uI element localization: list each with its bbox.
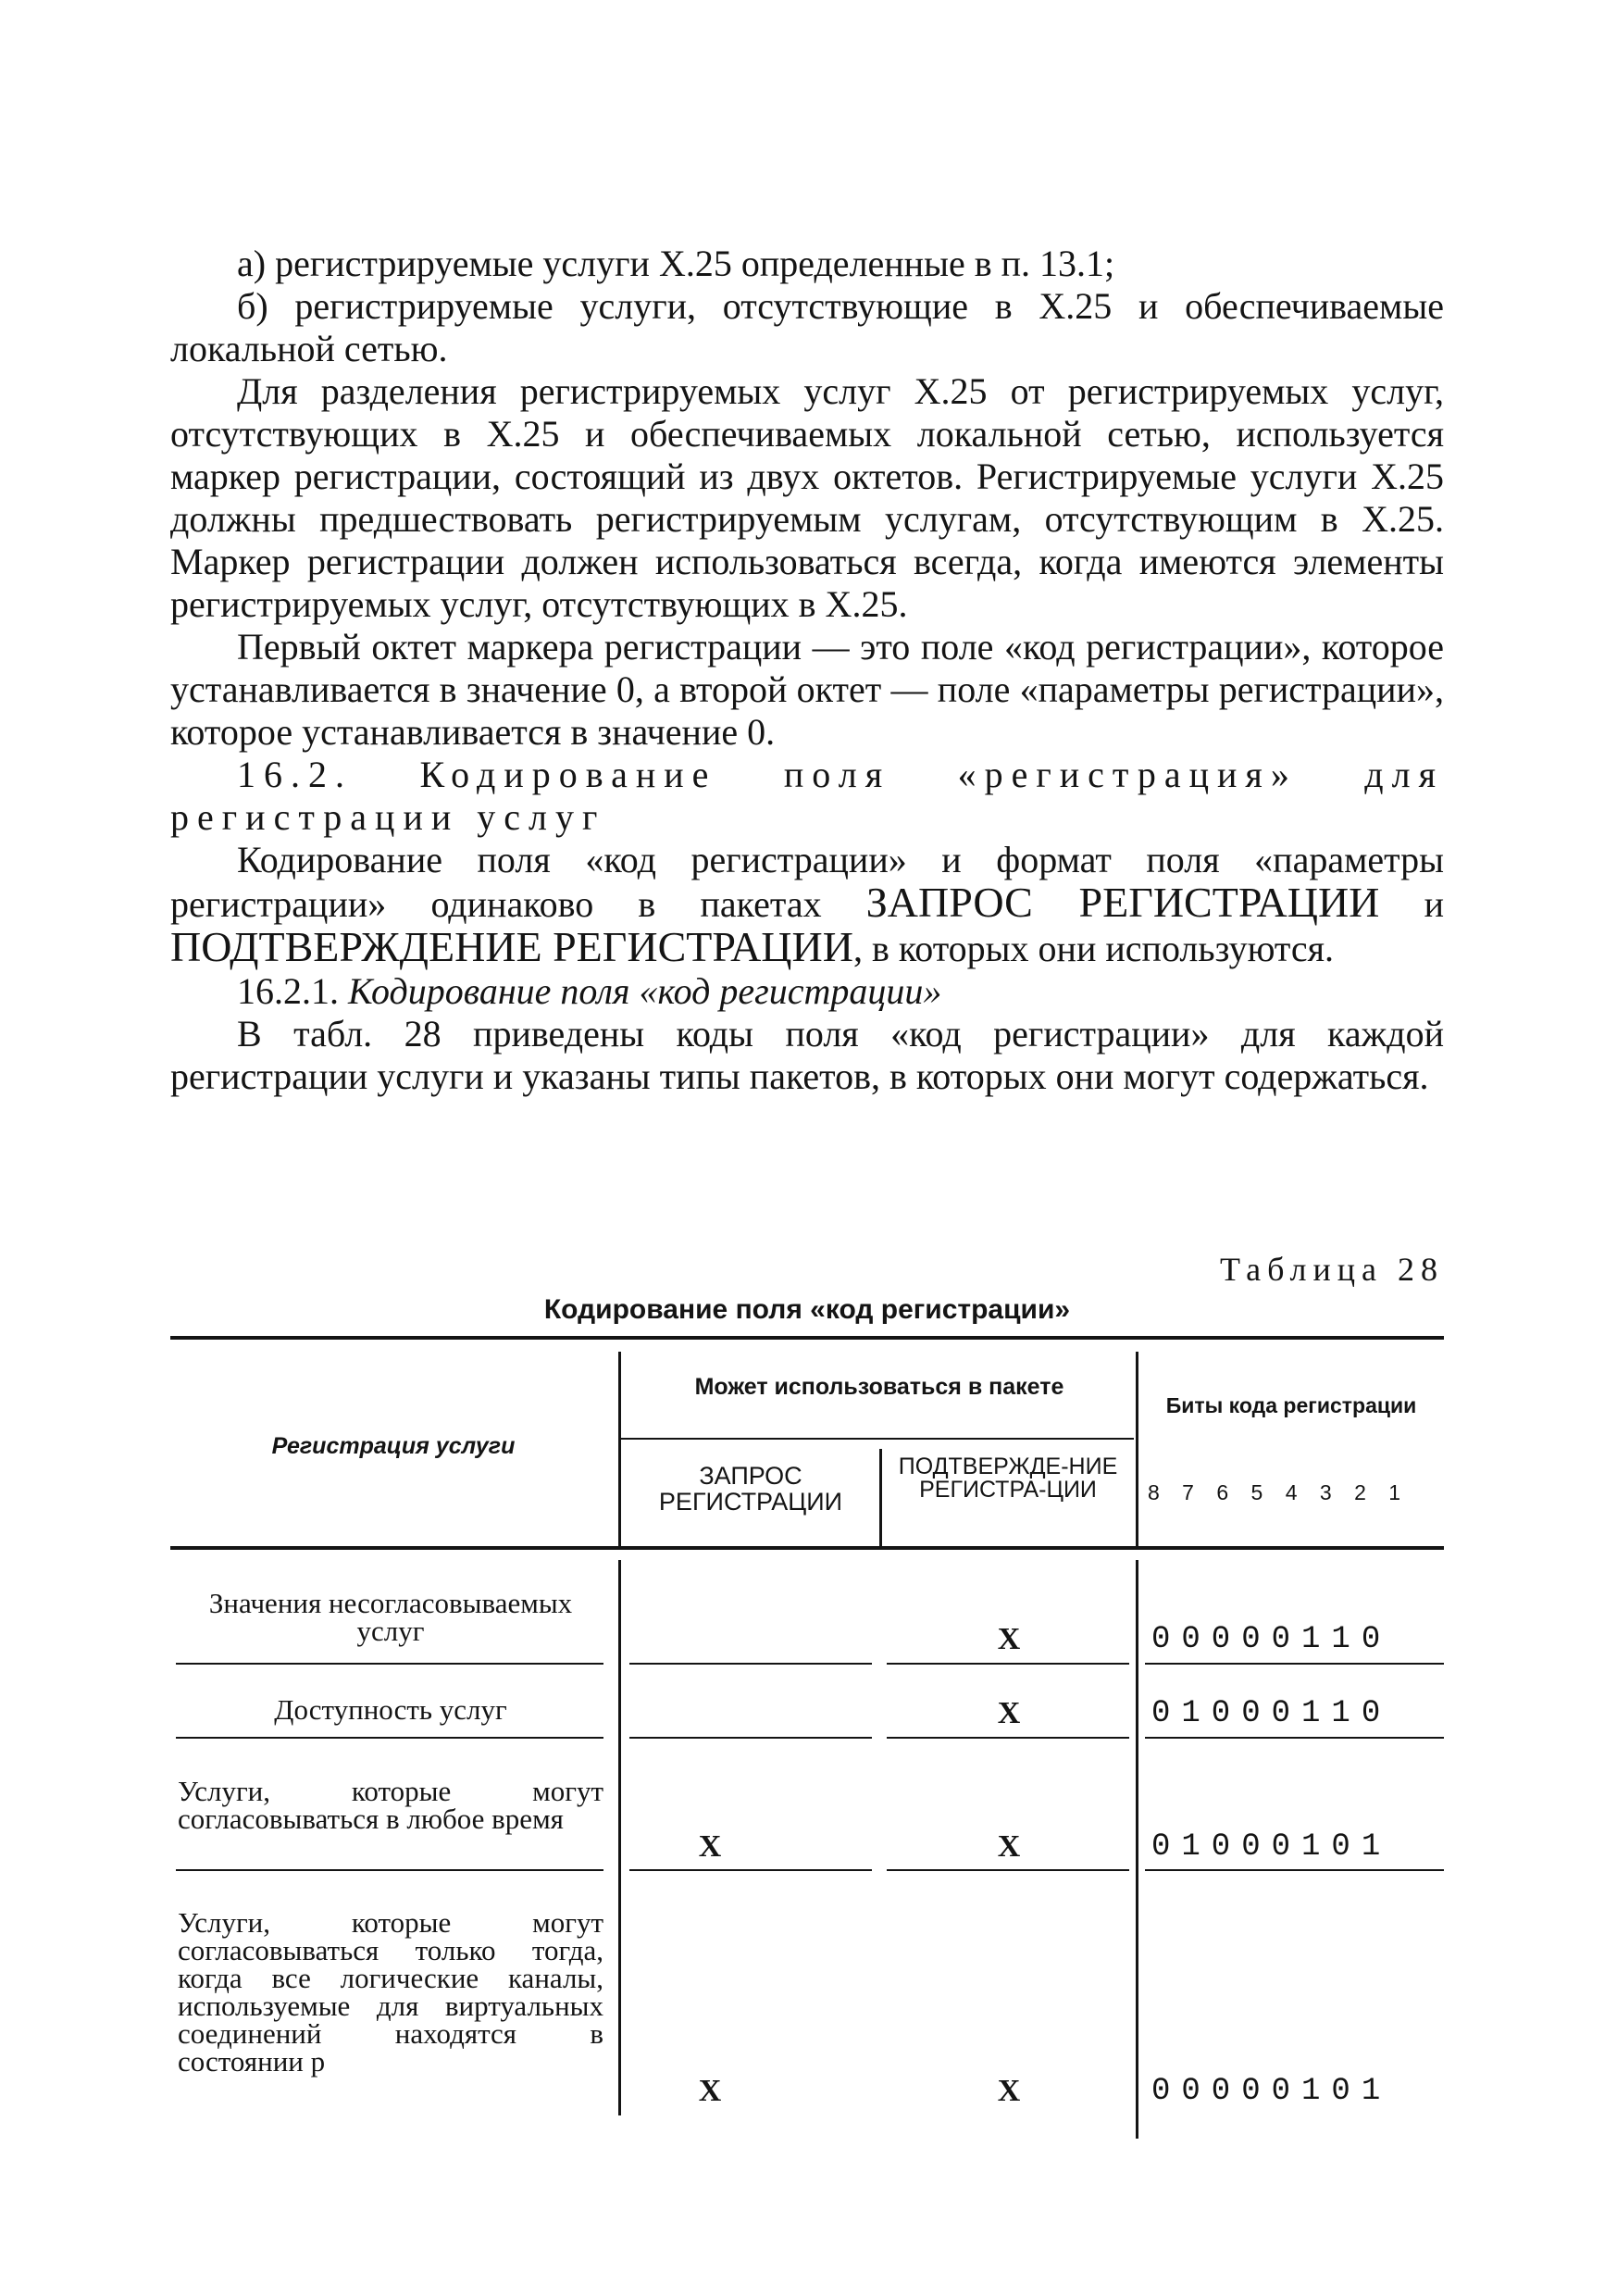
table-cell-bits: 00000110 — [1151, 1622, 1392, 1657]
table-cell-bits: 00000101 — [1151, 2074, 1392, 2109]
row-underline — [176, 1737, 603, 1739]
row-underline — [176, 1663, 603, 1665]
table-number: Таблица 28 — [1220, 1251, 1444, 1288]
row-underline — [1145, 1737, 1444, 1739]
header-mid-rule — [620, 1438, 1134, 1440]
table-row-label: Услуги, которые могут согласовываться в любое время — [178, 1775, 603, 1835]
packet-name-confirm: ПОДТВЕРЖДЕНИЕ РЕГИСТРАЦИИ — [170, 923, 853, 970]
subsection-title: Кодирование поля «код регистрации» — [348, 970, 942, 1012]
table-cell-request: Х — [698, 2074, 722, 2108]
header-bit-numbers: 8 7 6 5 4 3 2 1 — [1148, 1480, 1405, 1504]
packet-name-request: ЗАПРОС РЕГИСТРАЦИИ — [865, 879, 1380, 926]
row-underline — [629, 1663, 872, 1665]
table-cell-bits: 01000101 — [1151, 1829, 1392, 1865]
table-cell-confirm: Х — [997, 1622, 1021, 1656]
row-underline — [176, 1869, 603, 1871]
column-divider-1 — [618, 1352, 621, 1546]
header-packet-group: Может использоваться в пакете — [694, 1374, 1064, 1400]
row-underline — [629, 1869, 872, 1871]
header-request: ЗАПРОС РЕГИСТРАЦИИ — [658, 1462, 843, 1516]
table-row-label: Доступность услуг — [274, 1693, 507, 1726]
paragraph-table-intro: В табл. 28 приведены коды поля «код регистрации» для каждой регистрации услуги и указаны типы пакетов, в которых они могут содержаться. — [170, 1013, 1444, 1097]
table-cell-confirm: Х — [997, 1696, 1021, 1730]
row-underline — [887, 1869, 1129, 1871]
coding-text-1: Кодирование поля «код регистрации» и формат поля «параметры регистрации» одинаково в пакетах — [170, 839, 1444, 925]
header-bottom-rule — [170, 1546, 1444, 1550]
column-divider-3 — [1136, 1352, 1138, 1546]
row-underline — [887, 1663, 1129, 1665]
list-item-a: а) регистрируемые услуги Х.25 определенные в п. 13.1; — [237, 243, 1115, 284]
table-cell-confirm: Х — [997, 2074, 1021, 2108]
subsection-number: 16.2.1. — [237, 970, 339, 1012]
table-row-label: Услуги, которые могут согласовываться только тогда, когда все логические каналы, используемые для виртуальных соединений находятся в состоянии р — [178, 1906, 603, 2078]
header-confirm: ПОДТВЕРЖДЕ-НИЕ РЕГИСТРА-ЦИИ — [898, 1454, 1118, 1503]
column-divider-1-body — [618, 1560, 621, 2115]
table-cell-bits: 01000110 — [1151, 1696, 1392, 1731]
section-heading: 16.2. Кодирование поля «регистрация» для регистрации услуг — [170, 754, 1444, 838]
coding-text-2: и — [1379, 883, 1444, 925]
column-divider-3-body — [1136, 1560, 1138, 2139]
list-item-b: б) регистрируемые услуги, отсутствующие в Х.25 и обеспечиваемые локальной сетью. — [170, 285, 1444, 369]
row-underline — [1145, 1869, 1444, 1871]
row-underline — [1145, 1663, 1444, 1665]
row-underline — [887, 1737, 1129, 1739]
table-top-rule — [170, 1336, 1444, 1340]
row-underline — [629, 1737, 872, 1739]
coding-text-3: , в которых они используются. — [852, 928, 1335, 969]
header-bits-group: Биты кода регистрации — [1165, 1393, 1417, 1417]
column-divider-2 — [879, 1449, 882, 1546]
paragraph-first-octet: Первый октет маркера регистрации — это поле «код регистрации», которое устанавливается в значение 0, а второй октет — поле «параметры регистрации», которое устанавливается в значение 0. — [170, 626, 1444, 753]
table-cell-request: Х — [698, 1829, 722, 1864]
table-title: Кодирование поля «код регистрации» — [543, 1294, 1071, 1325]
table-cell-confirm: Х — [997, 1829, 1021, 1864]
paragraph-marker-description: Для разделения регистрируемых услуг Х.25 от регистрируемых услуг, отсутствующих в Х.25 и обеспечиваемых локальной сетью, используется маркер регистрации, состоящий из двух октетов. Регистрируемые услуги Х.25 должны предшествовать регистрируемым услугам, отсутствующим в Х.25. Маркер регистрации должен использоваться всегда, когда имеются элементы регистрируемых услуг, отсутствующих в Х.25. — [170, 370, 1444, 625]
table-row-label: Значения несогласовываемых услуг — [208, 1587, 573, 1647]
header-service: Регистрация услуги — [271, 1433, 516, 1459]
